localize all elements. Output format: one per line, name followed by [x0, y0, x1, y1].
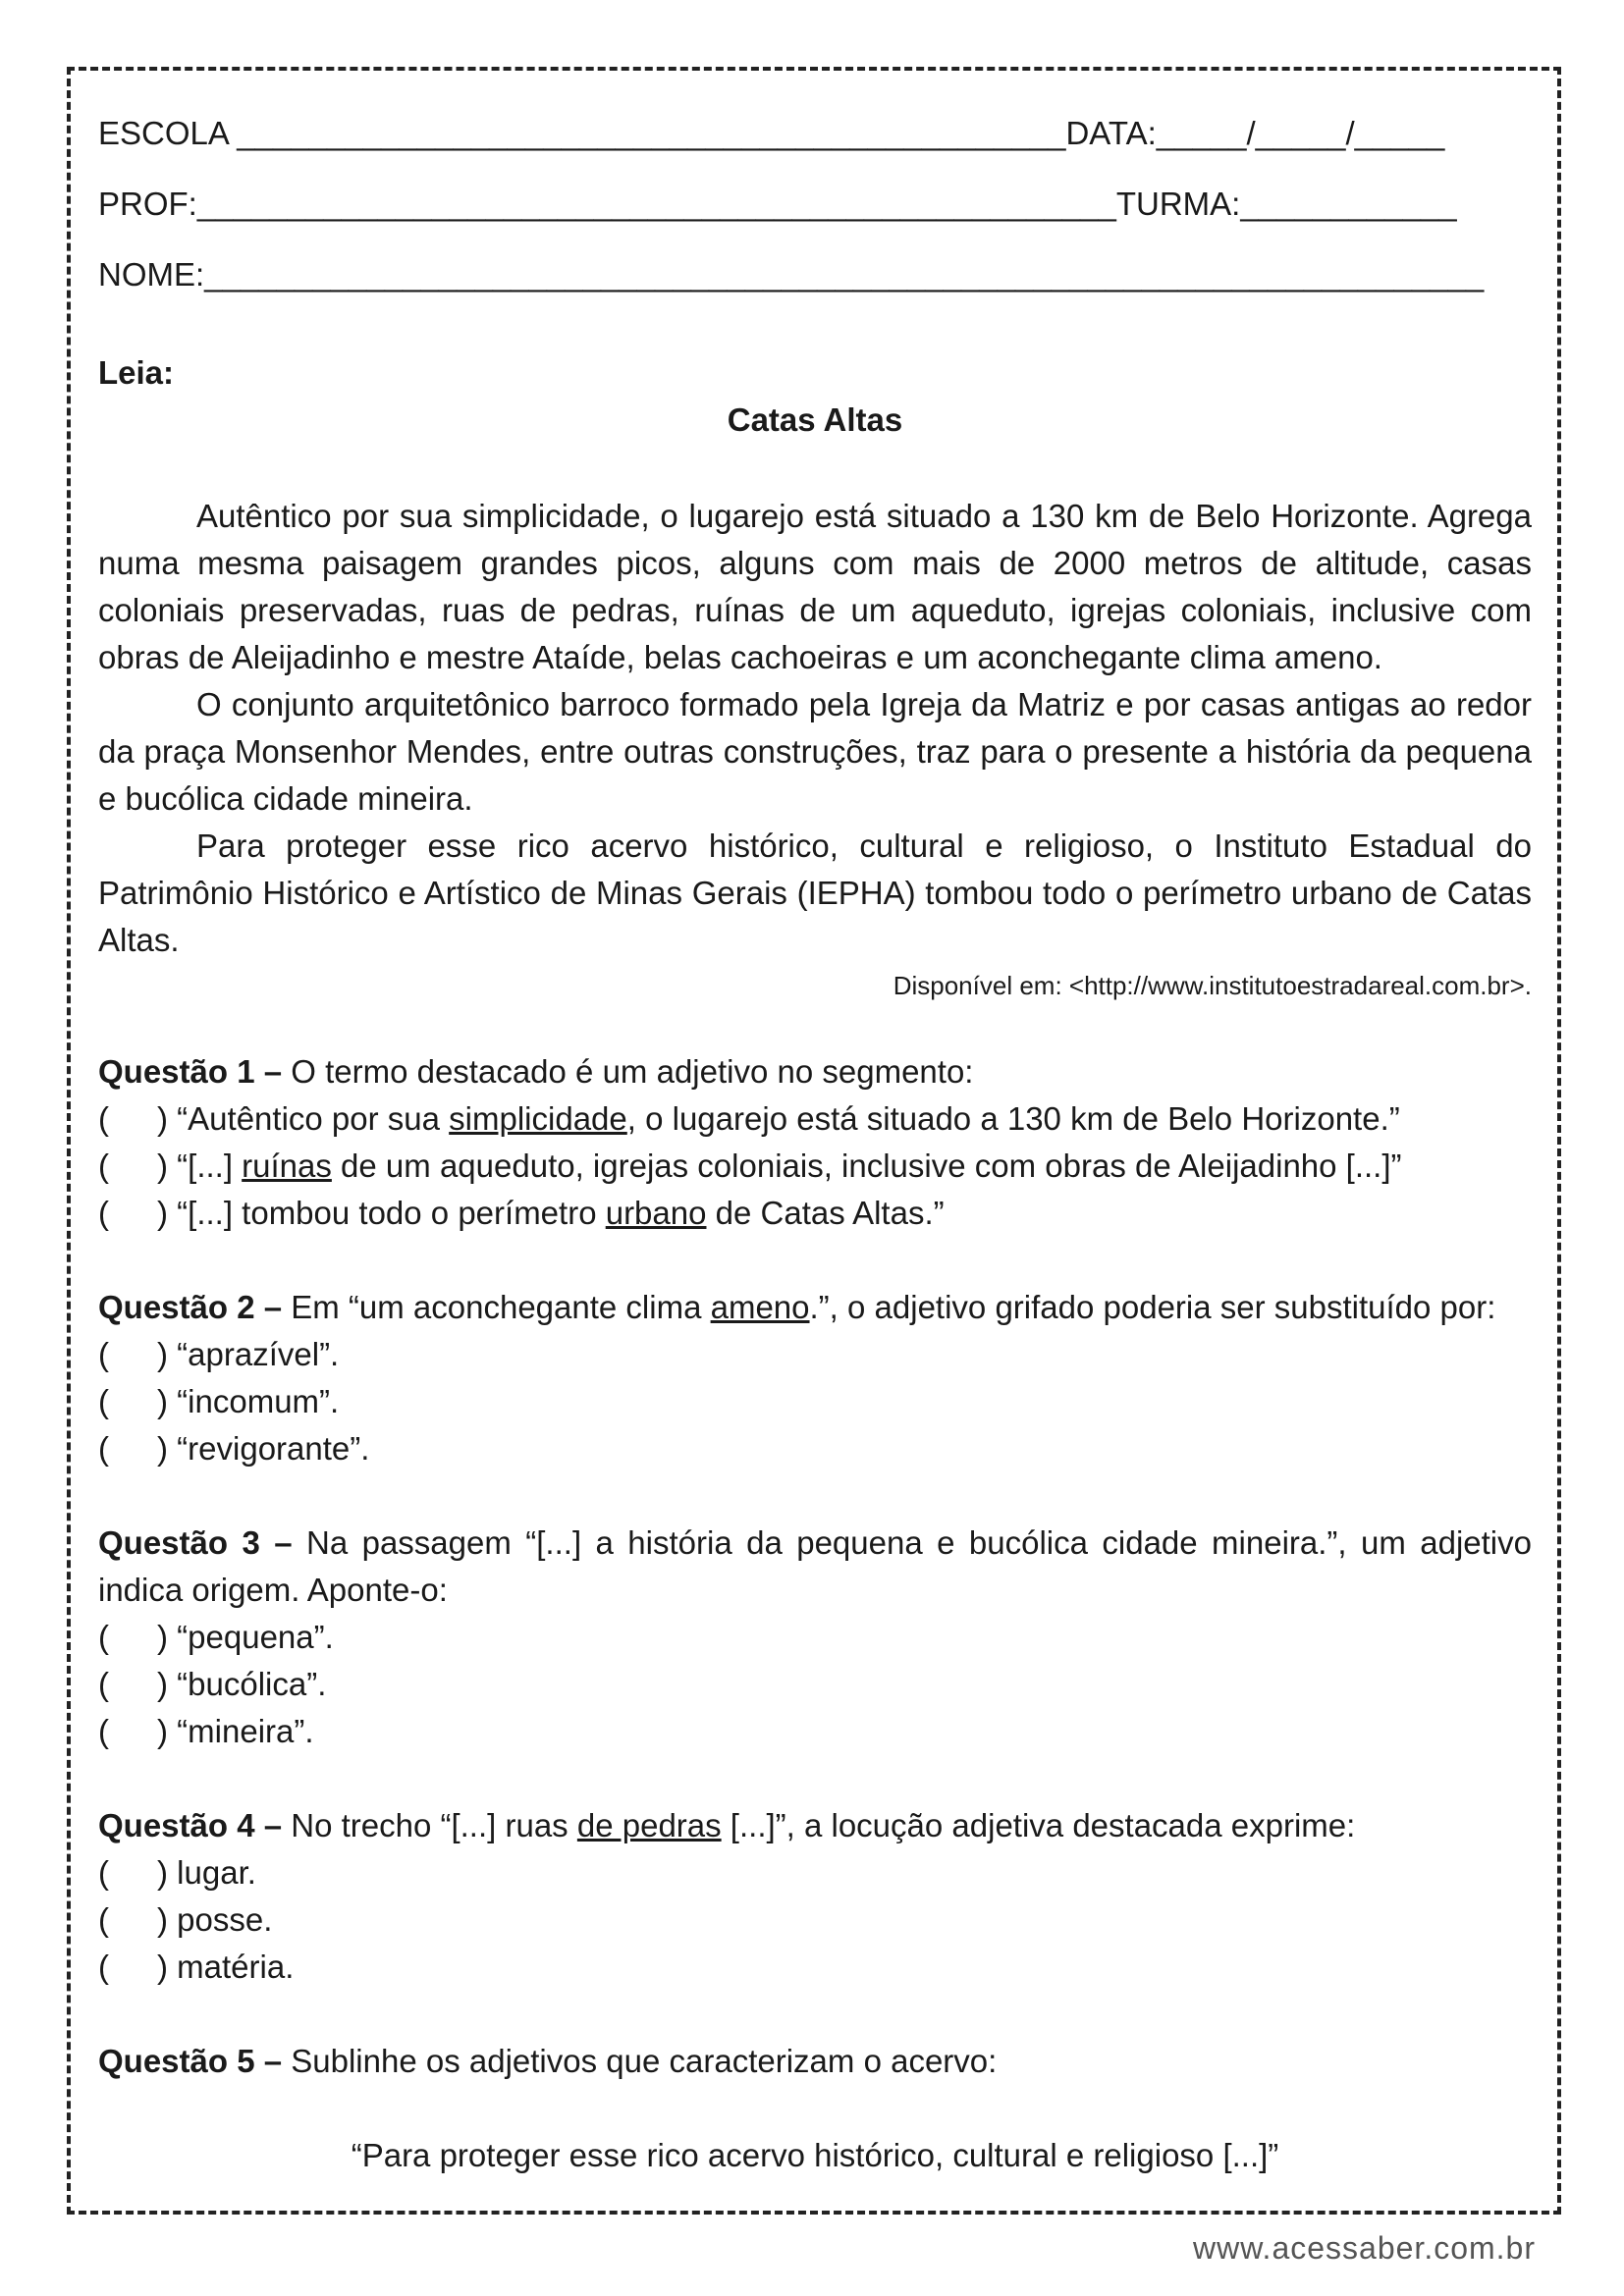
question-1-option-2[interactable]: ( ) “[...] ruínas de um aqueduto, igrejas coloniais, inclusive com obras de Aleijadinho [...]”: [98, 1143, 1532, 1190]
answer-box[interactable]: (: [98, 1430, 109, 1467]
text-title: Catas Altas: [727, 401, 903, 438]
question-5-quote[interactable]: “Para proteger esse rico acervo histórico, cultural e religioso [...]”: [351, 2137, 1279, 2173]
text-paragraph-1: Autêntico por sua simplicidade, o lugarejo está situado a 130 km de Belo Horizonte. Agrega numa mesma paisagem grandes picos, alguns com mais de 2000 metros de altitude, casas coloniais preservadas, ruas de pedras, ruínas de um aqueduto, igrejas coloniais, inclusive com obras de Aleijadinho e mestre Ataíde, belas cachoeiras e um aconchegante clima ameno.: [98, 498, 1532, 675]
question-3-label: Questão 3 –: [98, 1524, 293, 1561]
answer-box[interactable]: (: [98, 1336, 109, 1372]
highlighted-term: simplicidade: [449, 1100, 627, 1137]
footer-site-url: www.acessaber.com.br: [1192, 2230, 1536, 2266]
question-3-option-1[interactable]: ( ) “pequena”.: [98, 1614, 1532, 1661]
highlighted-term: ameno: [710, 1289, 810, 1325]
answer-box[interactable]: (: [98, 1100, 109, 1137]
answer-box[interactable]: (: [98, 1901, 109, 1938]
answer-box[interactable]: (: [98, 1854, 109, 1891]
question-4: [98, 1802, 1532, 1849]
option-text: “revigorante”.: [177, 1430, 370, 1467]
answer-box[interactable]: (: [98, 1383, 109, 1419]
question-4-label: Questão 4 –: [98, 1807, 283, 1843]
option-text: , o lugarejo está situado a 130 km de Belo Horizonte.”: [626, 1100, 1400, 1137]
question-1-label: Questão 1 –: [98, 1053, 283, 1090]
question-5-label: Questão 5 –: [98, 2043, 283, 2079]
question-1-option-3[interactable]: ( ) “[...] tombou todo o perímetro urbano de Catas Altas.”: [98, 1190, 1532, 1237]
question-2-text: Em “um aconchegante clima: [282, 1289, 711, 1325]
worksheet-content: [98, 98, 1532, 2179]
question-3: [98, 1520, 1532, 1614]
question-4-option-1[interactable]: ( ) lugar.: [98, 1849, 1532, 1896]
question-5-text: Sublinhe os adjetivos que caracterizam o acervo:: [282, 2043, 998, 2079]
header-nome: NOME:_______________________________________________________________________: [98, 256, 1485, 293]
text-paragraph-3: Para proteger esse rico acervo histórico, cultural e religioso, o Instituto Estadual do Patrimônio Histórico e Artístico de Minas Gerais (IEPHA) tombou todo o perímetro urbano de Catas Altas.: [98, 828, 1532, 958]
answer-box[interactable]: (: [98, 1713, 109, 1749]
highlighted-term: de pedras: [576, 1807, 722, 1843]
question-2-text: .”, o adjetivo grifado poderia ser substituído por:: [809, 1289, 1496, 1325]
question-1-text: O termo destacado é um adjetivo no segmento:: [282, 1053, 974, 1090]
text-source: Disponível em: <http://www.institutoestradareal.com.br>.: [893, 971, 1532, 1000]
question-4-text: No trecho “[...] ruas: [282, 1807, 577, 1843]
question-3-option-3[interactable]: ( ) “mineira”.: [98, 1708, 1532, 1755]
answer-box[interactable]: (: [98, 1195, 109, 1231]
question-4-option-2[interactable]: ( ) posse.: [98, 1896, 1532, 1944]
option-text: “bucólica”.: [177, 1666, 327, 1702]
option-text: de um aqueduto, igrejas coloniais, inclusive com obras de Aleijadinho [...]”: [331, 1148, 1402, 1184]
option-text: posse.: [177, 1901, 273, 1938]
answer-box[interactable]: (: [98, 1666, 109, 1702]
answer-box[interactable]: (: [98, 1949, 109, 1985]
question-1-option-1[interactable]: ( ) “Autêntico por sua simplicidade, o lugarejo está situado a 130 km de Belo Horizonte.”: [98, 1095, 1532, 1143]
question-1: [98, 1048, 1532, 1095]
option-text: lugar.: [177, 1854, 256, 1891]
question-4-text: [...]”, a locução adjetiva destacada exprime:: [721, 1807, 1356, 1843]
text-paragraph-2: O conjunto arquitetônico barroco formado pela Igreja da Matriz e por casas antigas ao redor da praça Monsenhor Mendes, entre outras construções, traz para o presente a história da pequena e bucólica cidade mineira.: [98, 686, 1532, 817]
option-text: “[...]: [177, 1148, 243, 1184]
question-3-option-2[interactable]: ( ) “bucólica”.: [98, 1661, 1532, 1708]
highlighted-term: ruínas: [242, 1148, 332, 1184]
question-2-option-3[interactable]: ( ) “revigorante”.: [98, 1425, 1532, 1472]
header-escola-data: ESCOLA ______________________________________________DATA:_____/_____/_____: [98, 115, 1445, 151]
option-text: “aprazível”.: [177, 1336, 340, 1372]
option-text: “Autêntico por sua: [177, 1100, 450, 1137]
header-prof-turma: PROF:___________________________________________________TURMA:____________: [98, 186, 1457, 222]
question-4-option-3[interactable]: ( ) matéria.: [98, 1944, 1532, 1991]
question-2: [98, 1284, 1532, 1331]
option-text: “[...] tombou todo o perímetro: [177, 1195, 606, 1231]
option-text: de Catas Altas.”: [706, 1195, 945, 1231]
option-text: “pequena”.: [177, 1619, 334, 1655]
highlighted-term: urbano: [605, 1195, 707, 1231]
option-text: “mineira”.: [177, 1713, 314, 1749]
question-2-option-2[interactable]: ( ) “incomum”.: [98, 1378, 1532, 1425]
option-text: matéria.: [177, 1949, 295, 1985]
reading-instruction: Leia:: [98, 354, 175, 391]
option-text: “incomum”.: [177, 1383, 340, 1419]
question-5: [98, 2038, 1532, 2085]
answer-box[interactable]: (: [98, 1619, 109, 1655]
answer-box[interactable]: (: [98, 1148, 109, 1184]
question-3-text: Na passagem “[...] a história da pequena e bucólica cidade mineira.”, um adjetivo indica origem. Aponte-o:: [98, 1524, 1532, 1608]
question-2-label: Questão 2 –: [98, 1289, 283, 1325]
question-2-option-1[interactable]: ( ) “aprazível”.: [98, 1331, 1532, 1378]
